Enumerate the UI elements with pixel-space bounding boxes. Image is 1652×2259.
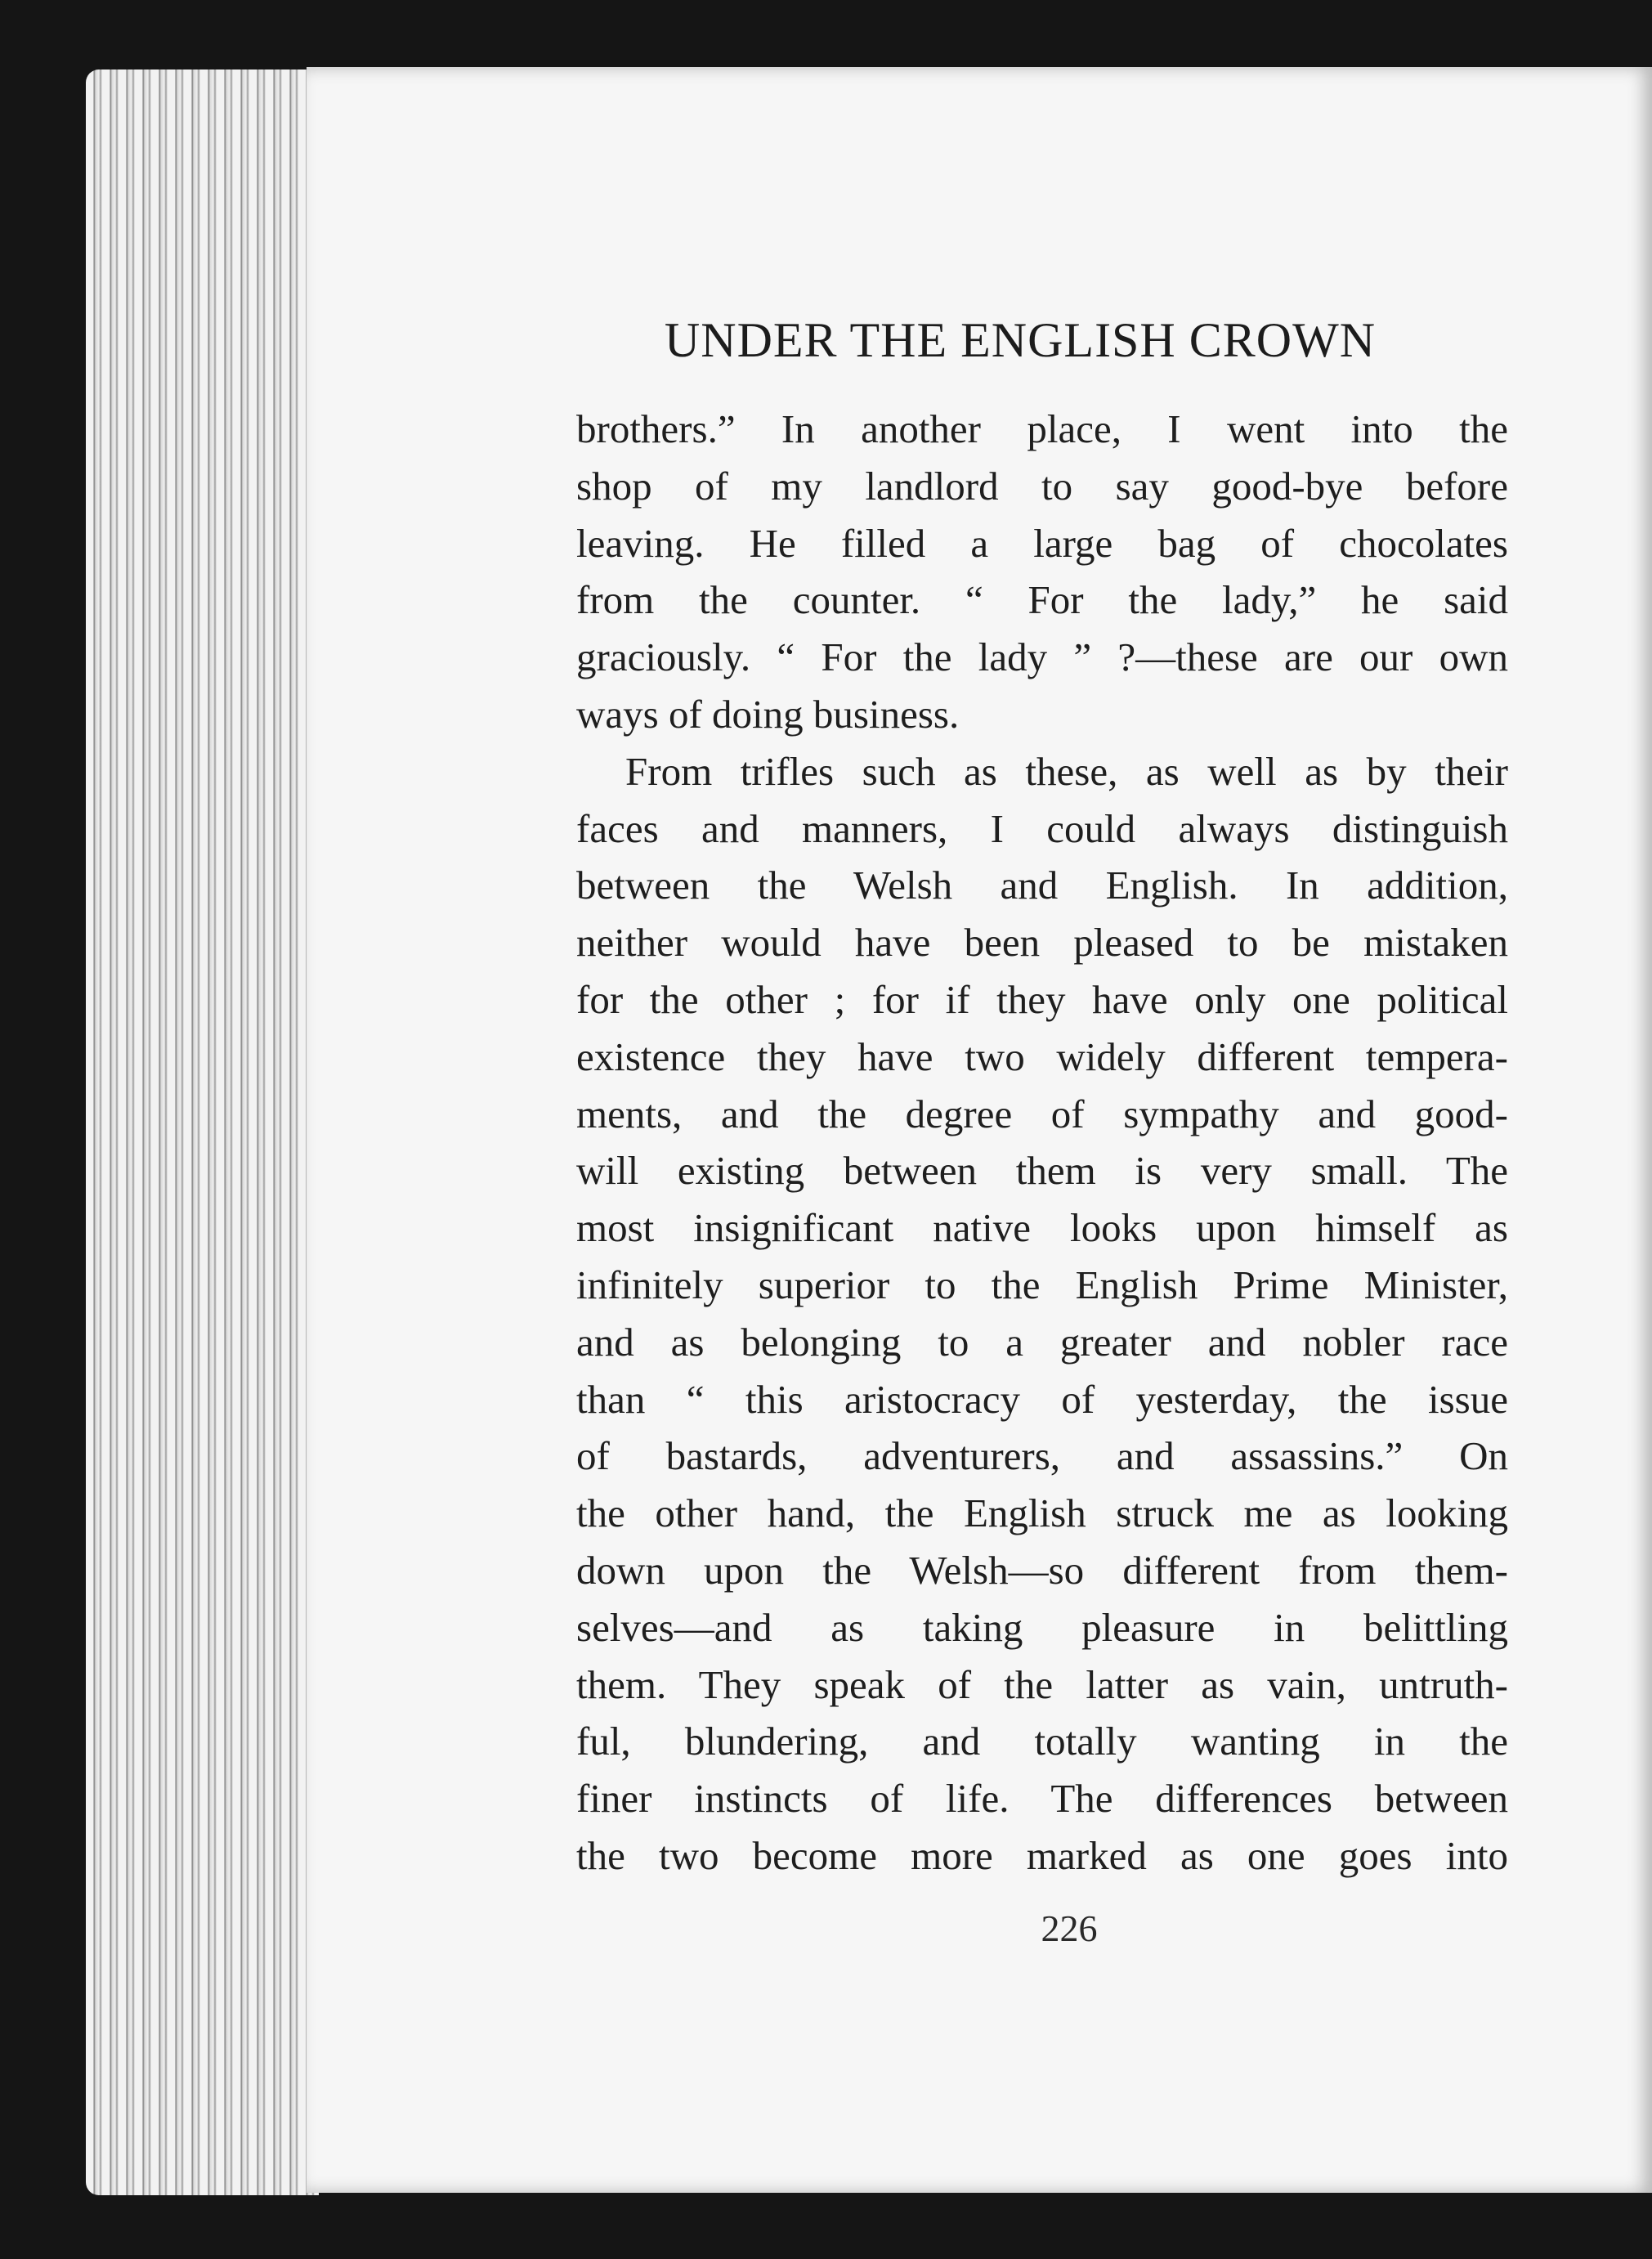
text-line: and as belonging to a greater and nobler race: [576, 1319, 1508, 1365]
text-line: infinitely superior to the English Prime Minister,: [576, 1262, 1508, 1307]
text-line: brothers.” In another place, I went into the: [576, 406, 1508, 451]
text-line: ments, and the degree of sympathy and good-: [576, 1091, 1508, 1136]
text-line: ful, blundering, and totally wanting in the: [576, 1719, 1508, 1764]
text-line: of bastards, adventurers, and assassins.” On: [576, 1433, 1508, 1479]
text-line: than “ this aristocracy of yesterday, the issue: [576, 1376, 1508, 1422]
text-line: leaving. He filled a large bag of chocolates: [576, 520, 1508, 566]
page-number: 226: [1041, 1907, 1098, 1949]
text-line: neither would have been pleased to be mistaken: [576, 920, 1508, 966]
text-line: will existing between them is very small. The: [576, 1148, 1508, 1194]
book-page: [307, 67, 1652, 2193]
text-line: down upon the Welsh—so different from them-: [576, 1547, 1508, 1593]
text-line: ways of doing business.: [576, 691, 960, 737]
text-line: the two become more marked as one goes into: [576, 1832, 1508, 1878]
text-line: From trifles such as these, as well as by their: [625, 748, 1508, 794]
page-edges: [86, 69, 319, 2195]
text-line: for the other ; for if they have only one political: [576, 976, 1508, 1022]
text-line: faces and manners, I could always distinguish: [576, 805, 1508, 851]
text-line: the other hand, the English struck me as looking: [576, 1490, 1508, 1536]
body-text: [576, 401, 1508, 1885]
text-line: existence they have two widely different tempera-: [576, 1033, 1508, 1079]
text-line: most insignificant native looks upon himself as: [576, 1205, 1508, 1251]
text-line: shop of my landlord to say good-bye before: [576, 463, 1508, 509]
text-line: from the counter. “ For the lady,” he said: [576, 577, 1508, 623]
running-head: UNDER THE ENGLISH CROWN: [664, 313, 1377, 367]
text-line: finer instincts of life. The differences between: [576, 1776, 1508, 1822]
text-line: selves—and as taking pleasure in belittling: [576, 1604, 1508, 1650]
text-line: them. They speak of the latter as vain, untruth-: [576, 1661, 1508, 1707]
text-line: graciously. “ For the lady ” ?—these are our own: [576, 634, 1508, 680]
text-line: between the Welsh and English. In addition,: [576, 863, 1508, 908]
